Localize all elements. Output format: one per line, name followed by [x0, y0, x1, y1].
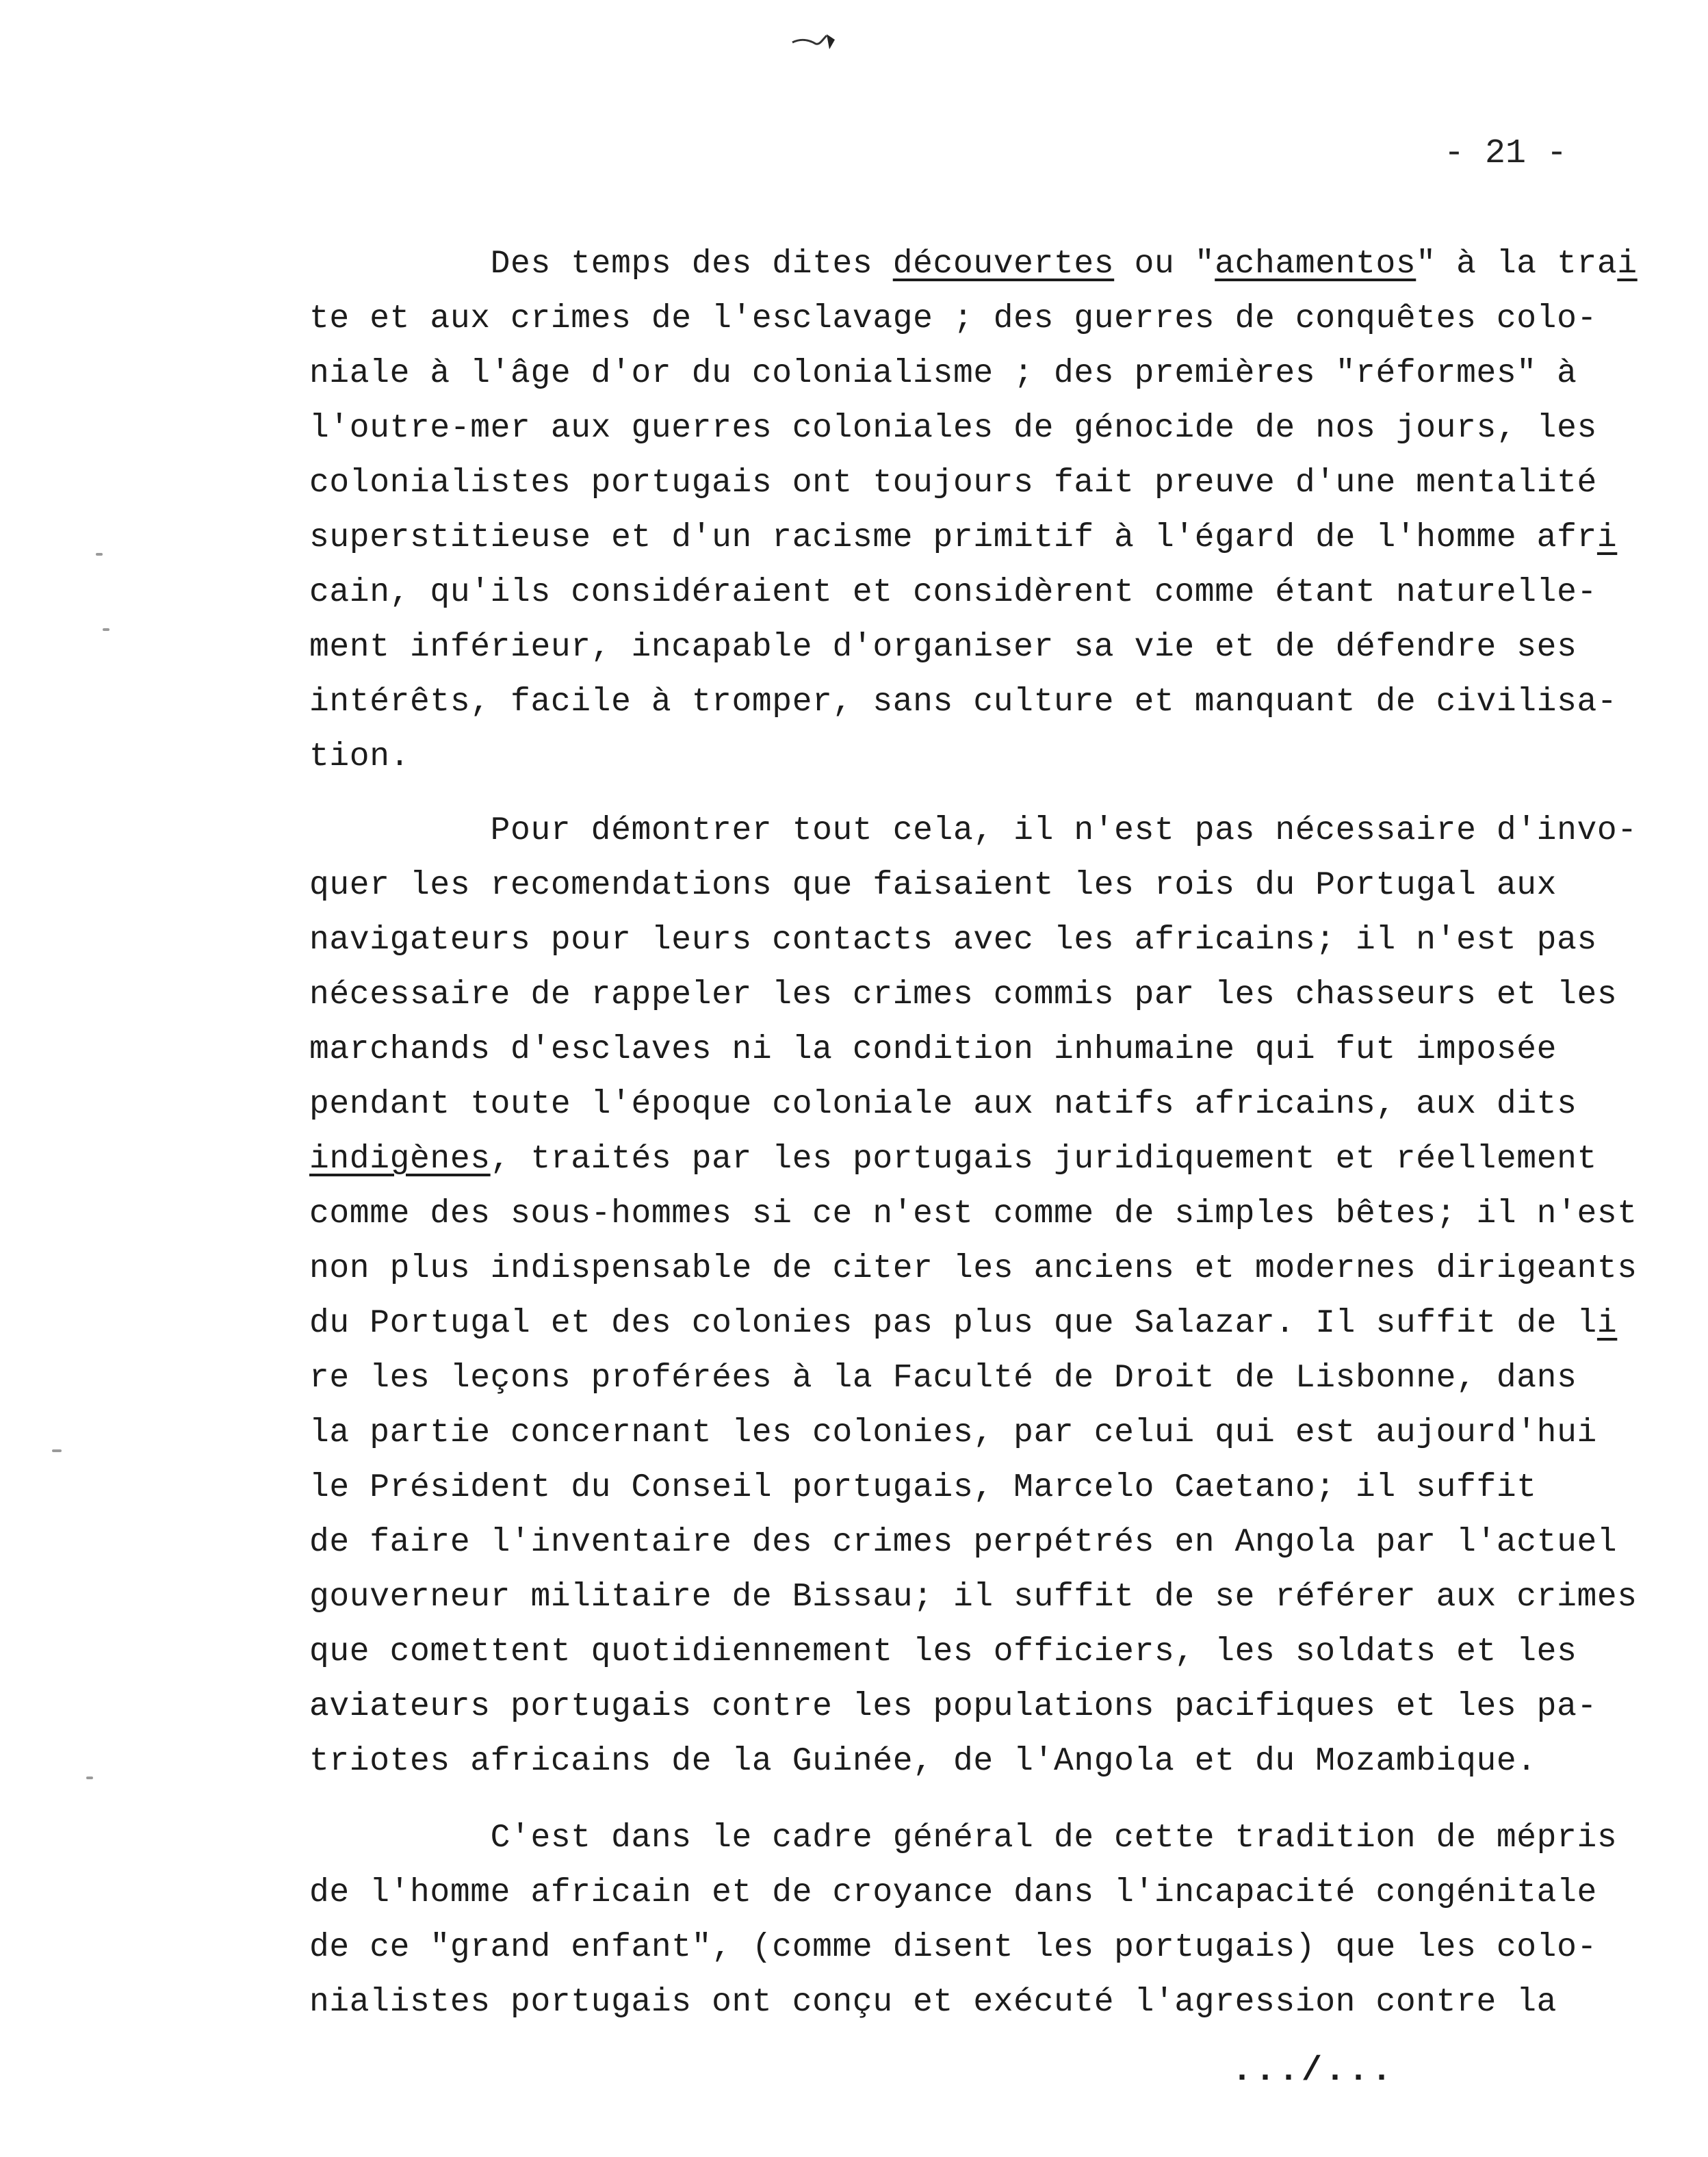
text-line: [309, 353, 1685, 394]
text-line: [309, 1412, 1685, 1454]
text-segment: que comettent quotidiennement les officiers, les soldats et les: [309, 1633, 1577, 1670]
text-segment: Pour démontrer tout cela, il n'est pas nécessaire d'invo-: [309, 812, 1638, 849]
text-segment: superstitieuse et d'un racisme primitif à l'égard de l'homme afr: [309, 519, 1597, 556]
text-line: [309, 1193, 1685, 1235]
text-line: [309, 1577, 1685, 1618]
text-line: [309, 1522, 1685, 1563]
text-segment: nialistes portugais ont conçu et exécuté l'agression contre la: [309, 1984, 1557, 2021]
text-segment: ment inférieur, incapable d'organiser sa vie et de défendre ses: [309, 629, 1577, 666]
text-segment: le Président du Conseil portugais, Marcelo Caetano; il suffit: [309, 1469, 1537, 1506]
text-segment: te et aux crimes de l'esclavage ; des guerres de conquêtes colo-: [309, 300, 1597, 337]
underlined-text: achamentos: [1215, 246, 1416, 283]
text-line: [309, 463, 1685, 504]
text-line: [309, 865, 1685, 906]
paper-speck: [86, 1777, 93, 1779]
text-segment: quer les recomendations que faisaient les rois du Portugal aux: [309, 867, 1557, 904]
paper-speck: [96, 553, 103, 556]
text-line: [309, 1872, 1685, 1913]
text-line: [309, 920, 1685, 961]
underlined-text: i: [1617, 246, 1638, 283]
underlined-text: découvertes: [892, 246, 1115, 283]
text-line: [309, 974, 1685, 1016]
text-line: [309, 244, 1685, 285]
text-segment: de faire l'inventaire des crimes perpétrés en Angola par l'actuel: [309, 1524, 1618, 1561]
text-line: [309, 1927, 1685, 1968]
text-segment: nécessaire de rappeler les crimes commis par les chasseurs et les: [309, 977, 1618, 1013]
text-segment: niale à l'âge d'or du colonialisme ; des premières "réformes" à: [309, 355, 1577, 392]
text-line: [309, 736, 1685, 777]
underlined-text: indigènes: [309, 1141, 491, 1178]
text-line: [309, 1631, 1685, 1672]
text-segment: re les leçons proférées à la Faculté de Droit de Lisbonne, dans: [309, 1360, 1577, 1397]
text-segment: ou ": [1114, 246, 1215, 283]
underlined-text: i: [1596, 1305, 1618, 1342]
text-line: [309, 1818, 1685, 1859]
text-line: [309, 1084, 1685, 1125]
ink-mark: [787, 19, 842, 60]
text-segment: colonialistes portugais ont toujours fait preuve d'une mentalité: [309, 465, 1597, 502]
paper-speck: [103, 628, 109, 631]
text-segment: de l'homme africain et de croyance dans l'incapacité congénitale: [309, 1874, 1597, 1911]
text-segment: l'outre-mer aux guerres coloniales de génocide de nos jours, les: [309, 410, 1597, 447]
text-line: [309, 810, 1685, 851]
text-line: [309, 627, 1685, 668]
text-segment: , traités par les portugais juridiquement et réellement: [490, 1141, 1597, 1178]
text-segment: gouverneur militaire de Bissau; il suffit de se référer aux crimes: [309, 1579, 1638, 1616]
paper-speck: [52, 1449, 62, 1452]
text-line: [309, 298, 1685, 339]
text-segment: Des temps des dites: [309, 246, 893, 283]
text-segment: intérêts, facile à tromper, sans culture et manquant de civilisa-: [309, 684, 1618, 721]
text-segment: marchands d'esclaves ni la condition inhumaine qui fut imposée: [309, 1031, 1557, 1068]
text-segment: comme des sous-hommes si ce n'est comme de simples bêtes; il n'est: [309, 1196, 1638, 1232]
text-segment: aviateurs portugais contre les populations pacifiques et les pa-: [309, 1688, 1597, 1725]
text-segment: non plus indispensable de citer les anciens et modernes dirigeants: [309, 1250, 1638, 1287]
text-segment: de ce "grand enfant", (comme disent les portugais) que les colo-: [309, 1929, 1597, 1966]
text-line: [309, 1741, 1685, 1782]
text-line: [309, 408, 1685, 449]
text-segment: la partie concernant les colonies, par celui qui est aujourd'hui: [309, 1415, 1597, 1451]
continuation-mark: .../...: [1232, 2052, 1395, 2091]
text-segment: pendant toute l'époque coloniale aux natifs africains, aux dits: [309, 1086, 1577, 1123]
text-segment: C'est dans le cadre général de cette tradition de mépris: [309, 1820, 1618, 1857]
text-line: [309, 682, 1685, 723]
text-line: [309, 517, 1685, 558]
text-line: [309, 1139, 1685, 1180]
text-segment: cain, qu'ils considéraient et considèrent comme étant naturelle-: [309, 574, 1597, 611]
text-segment: " à la tra: [1416, 246, 1618, 283]
text-line: [309, 572, 1685, 613]
text-segment: navigateurs pour leurs contacts avec les africains; il n'est pas: [309, 922, 1597, 959]
text-line: [309, 1303, 1685, 1344]
page-number: - 21 -: [1444, 134, 1568, 173]
text-line: [309, 1029, 1685, 1070]
text-line: [309, 1248, 1685, 1289]
text-segment: triotes africains de la Guinée, de l'Angola et du Mozambique.: [309, 1743, 1537, 1780]
text-line: [309, 1467, 1685, 1508]
text-segment: tion.: [309, 738, 411, 775]
underlined-text: i: [1596, 519, 1618, 556]
text-line: [309, 1686, 1685, 1727]
text-line: [309, 1358, 1685, 1399]
text-segment: du Portugal et des colonies pas plus que Salazar. Il suffit de l: [309, 1305, 1597, 1342]
text-line: [309, 1982, 1685, 2023]
